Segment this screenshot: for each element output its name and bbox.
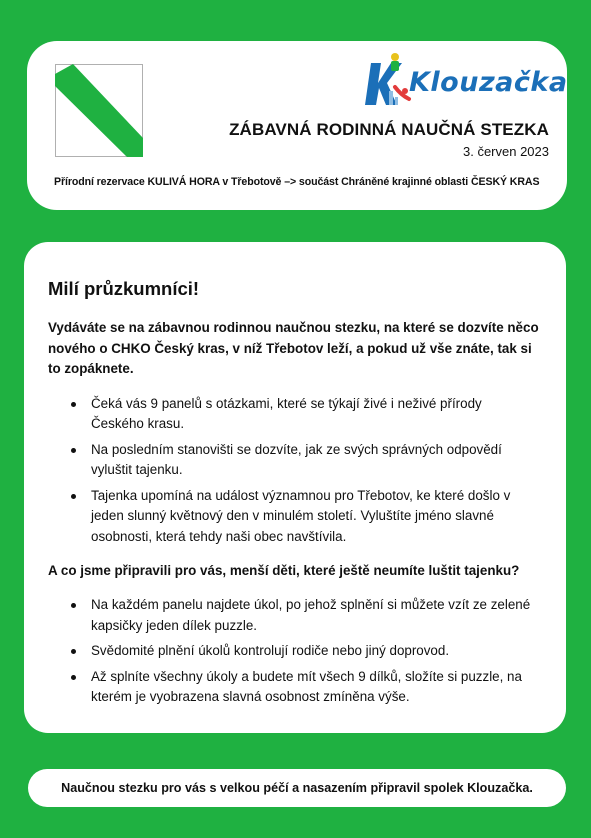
intro-paragraph: Vydáváte se na zábavnou rodinnou naučnou stezku, na které se dozvíte něco nového o CHKO Český kras, v níž Třebotov leží, a pokud už vše znáte, tak si to zopáknete. [48, 320, 539, 376]
list-item: Svědomité plnění úkolů kontrolují rodiče nebo jiný doprovod. [48, 641, 534, 662]
chko-logo-icon [55, 64, 143, 157]
klouzacka-logo [365, 47, 568, 113]
list-item: Na posledním stanovišti se dozvíte, jak ze svých správných odpovědí vyluštit tajenku. [48, 440, 524, 481]
younger-kids-list [48, 595, 544, 708]
event-date: 3. červen 2023 [462, 144, 549, 159]
header-card [27, 41, 567, 210]
footer-credit: Naučnou stezku pro vás s velkou péčí a nasazením připravil spolek Klouzačka. [61, 781, 533, 795]
brand-name: Klouzačka [409, 67, 568, 98]
main-card [24, 242, 566, 733]
footer-card [28, 769, 566, 807]
younger-kids-heading: A co jsme připravili pro vás, menší děti, které ještě neumíte luštit tajenku? [48, 563, 520, 578]
greeting-heading: Milí průzkumníci! [48, 278, 200, 299]
list-item: Čeká vás 9 panelů s otázkami, které se týkají živé i neživé přírody Českého krasu. [48, 394, 524, 435]
reserve-subtitle: Přírodní rezervace KULIVÁ HORA v Třebotově –> součást Chráněné krajinné oblasti ČESKÝ KRAS [54, 176, 540, 188]
older-kids-list [48, 394, 544, 548]
list-item: Tajenka upomíná na událost významnou pro Třebotov, ke které došlo v jeden slunný květnový den v minulém století. Vyluštíte jméno slavné osobnosti, která tehdy naši obec navštívila. [48, 486, 524, 548]
list-item: Na každém panelu najdete úkol, po jehož splnění si můžete vzít ze zelené kapsičky jeden dílek puzzle. [48, 595, 534, 636]
page-title: ZÁBAVNÁ RODINNÁ NAUČNÁ STEZKA [229, 120, 549, 139]
list-item: Až splníte všechny úkoly a budete mít všech 9 dílků, složíte si puzzle, na kterém je vyobrazena slavná osobnost zmíněna výše. [48, 667, 534, 708]
